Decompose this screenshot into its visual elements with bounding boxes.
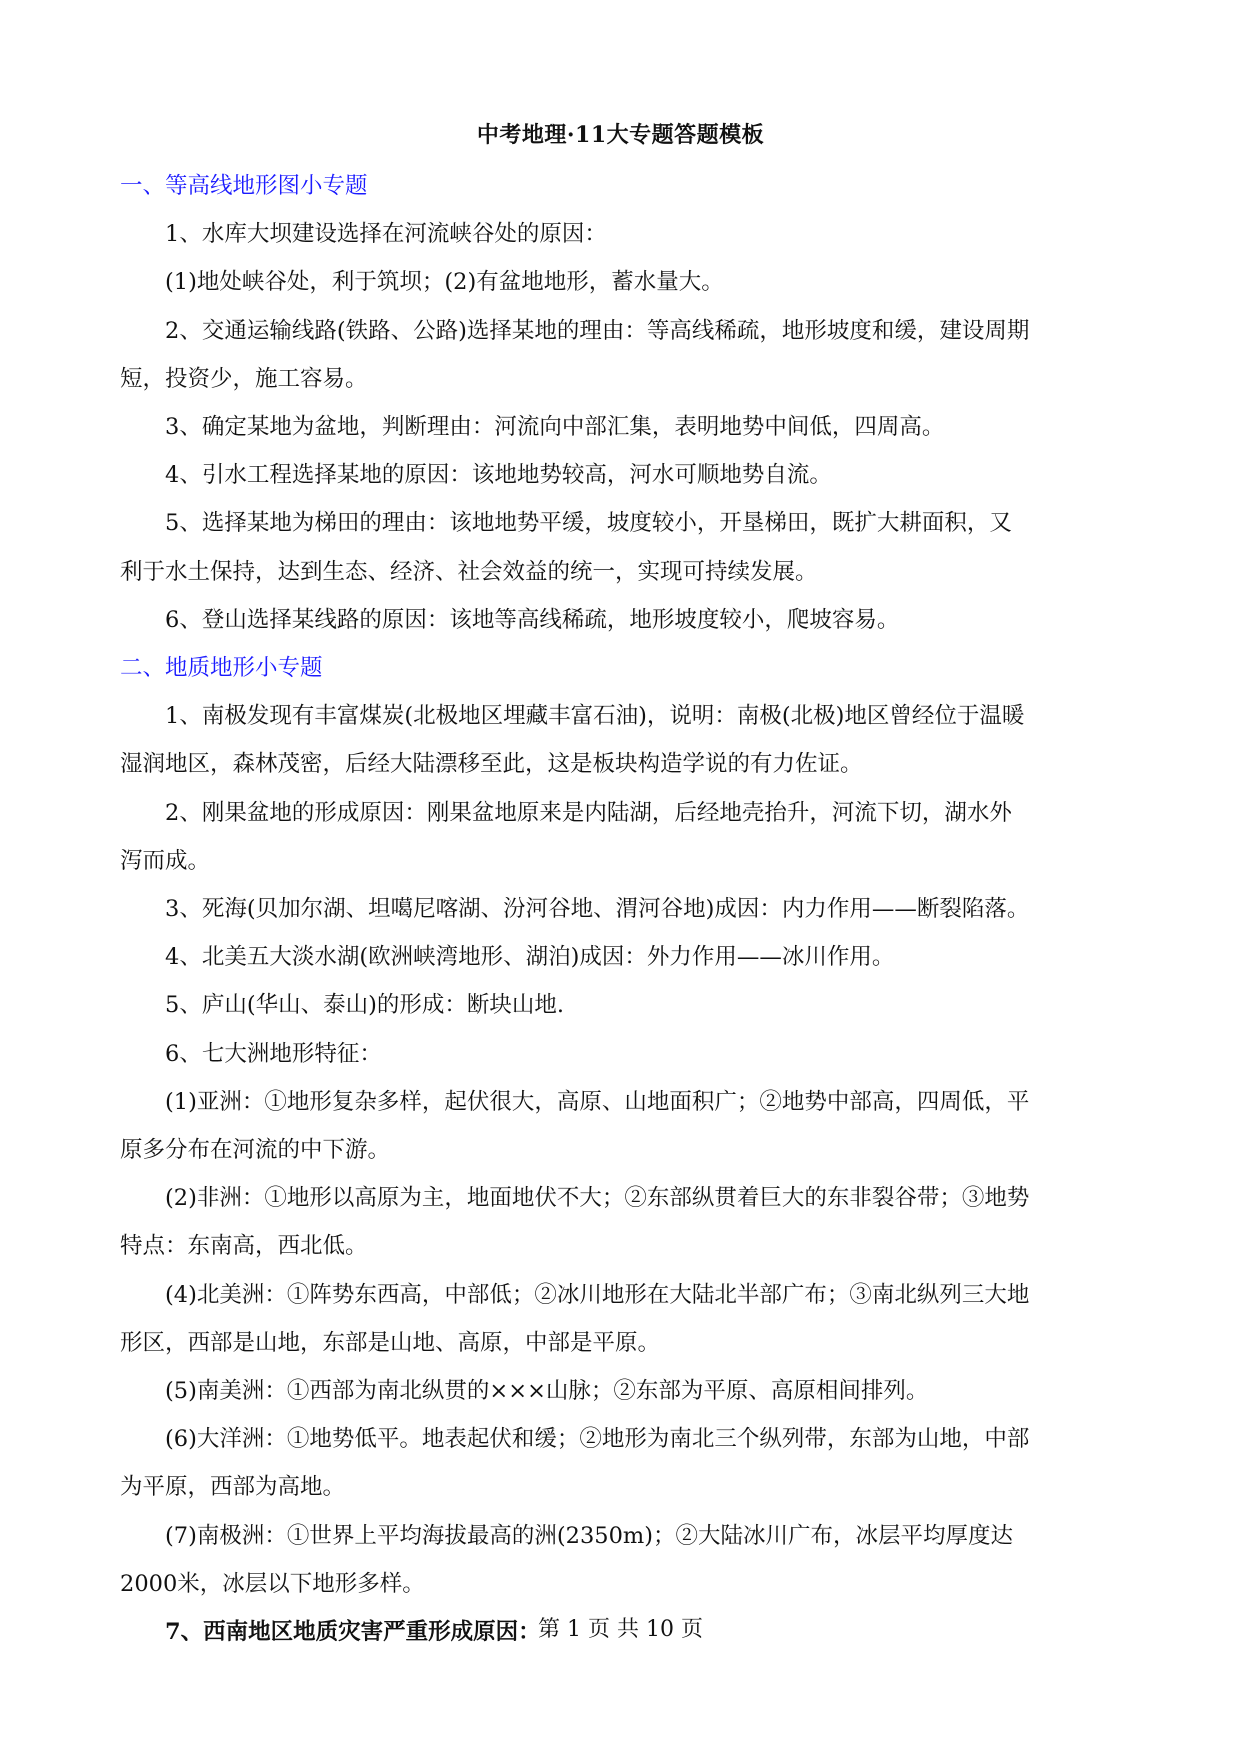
paragraph-line: 4、引水工程选择某地的原因：该地地势较高，河水可顺地势自流。 bbox=[165, 462, 832, 489]
paragraph-line: 为平原，西部为高地。 bbox=[120, 1474, 346, 1501]
paragraph-line: 1、水库大坝建设选择在河流峡谷处的原因： bbox=[165, 221, 607, 248]
paragraph-line: (7)南极洲：①世界上平均海拔最高的洲(2350m)；②大陆冰川广布，冰层平均厚度达 bbox=[165, 1522, 1014, 1549]
paragraph-line: 5、庐山(华山、泰山)的形成：断块山地. bbox=[165, 992, 565, 1019]
paragraph-line: 1、南极发现有丰富煤炭(北极地区埋藏丰富石油)，说明：南极(北极)地区曾经位于温暖 bbox=[165, 703, 1025, 730]
paragraph-line: 泻而成。 bbox=[120, 847, 211, 874]
paragraph-line: 形区，西部是山地，东部是山地、高原，中部是平原。 bbox=[120, 1329, 661, 1356]
paragraph-line: (2)非洲：①地形以高原为主，地面地伏不大；②东部纵贯着巨大的东非裂谷带；③地势 bbox=[165, 1185, 1030, 1212]
paragraph-line: 湿润地区，森林茂密，后经大陆漂移至此，这是板块构造学说的有力佐证。 bbox=[120, 751, 863, 778]
section-heading: 二、地质地形小专题 bbox=[120, 655, 323, 682]
paragraph-line: 2、交通运输线路(铁路、公路)选择某地的理由：等高线稀疏，地形坡度和缓，建设周期 bbox=[165, 317, 1030, 344]
page-footer: 第 1 页 共 10 页 bbox=[538, 1617, 703, 1642]
paragraph-line: 2、刚果盆地的形成原因：刚果盆地原来是内陆湖，后经地壳抬升，河流下切，湖水外 bbox=[165, 799, 1012, 826]
paragraph-line: 短，投资少，施工容易。 bbox=[120, 365, 368, 392]
document-body bbox=[120, 162, 1120, 1656]
paragraph-line: 3、死海(贝加尔湖、坦噶尼喀湖、汾河谷地、渭河谷地)成因：内力作用——断裂陷落。 bbox=[165, 896, 1030, 923]
paragraph-line: 特点：东南高，西北低。 bbox=[120, 1233, 368, 1260]
paragraph-line: (5)南美洲：①西部为南北纵贯的×××山脉；②东部为平原、高原相间排列。 bbox=[165, 1378, 929, 1405]
paragraph-line: (6)大洋洲：①地势低平。地表起伏和缓；②地形为南北三个纵列带，东部为山地，中部 bbox=[165, 1426, 1030, 1453]
paragraph-line: 5、选择某地为梯田的理由：该地地势平缓，坡度较小，开垦梯田，既扩大耕面积，又 bbox=[165, 510, 1012, 537]
paragraph-line: (4)北美洲：①阵势东西高，中部低；②冰川地形在大陆北半部广布；③南北纵列三大地 bbox=[165, 1281, 1030, 1308]
paragraph-line: 6、登山选择某线路的原因：该地等高线稀疏，地形坡度较小，爬坡容易。 bbox=[165, 606, 900, 633]
paragraph-line: 4、北美五大淡水湖(欧洲峡湾地形、湖泊)成因：外力作用——冰川作用。 bbox=[165, 944, 895, 971]
paragraph-line: (1)地处峡谷处，利于筑坝；(2)有盆地地形，蓄水量大。 bbox=[165, 269, 724, 296]
paragraph-line: 3、确定某地为盆地，判断理由：河流向中部汇集，表明地势中间低，四周高。 bbox=[165, 414, 945, 441]
paragraph-line: 利于水土保持，达到生态、经济、社会效益的统一，实现可持续发展。 bbox=[120, 558, 818, 585]
section-heading: 一、等高线地形图小专题 bbox=[120, 173, 368, 199]
paragraph-line: 2000米，冰层以下地形多样。 bbox=[120, 1570, 425, 1597]
paragraph-line: (1)亚洲：①地形复杂多样，起伏很大，高原、山地面积广；②地势中部高，四周低，平 bbox=[165, 1088, 1030, 1115]
page-title: 中考地理·11大专题答题模板 bbox=[476, 122, 765, 148]
paragraph-line: 6、七大洲地形特征： bbox=[165, 1040, 382, 1067]
paragraph-line: 7、西南地区地质灾害严重形成原因： bbox=[165, 1619, 541, 1646]
paragraph-line: 原多分布在河流的中下游。 bbox=[120, 1137, 391, 1164]
